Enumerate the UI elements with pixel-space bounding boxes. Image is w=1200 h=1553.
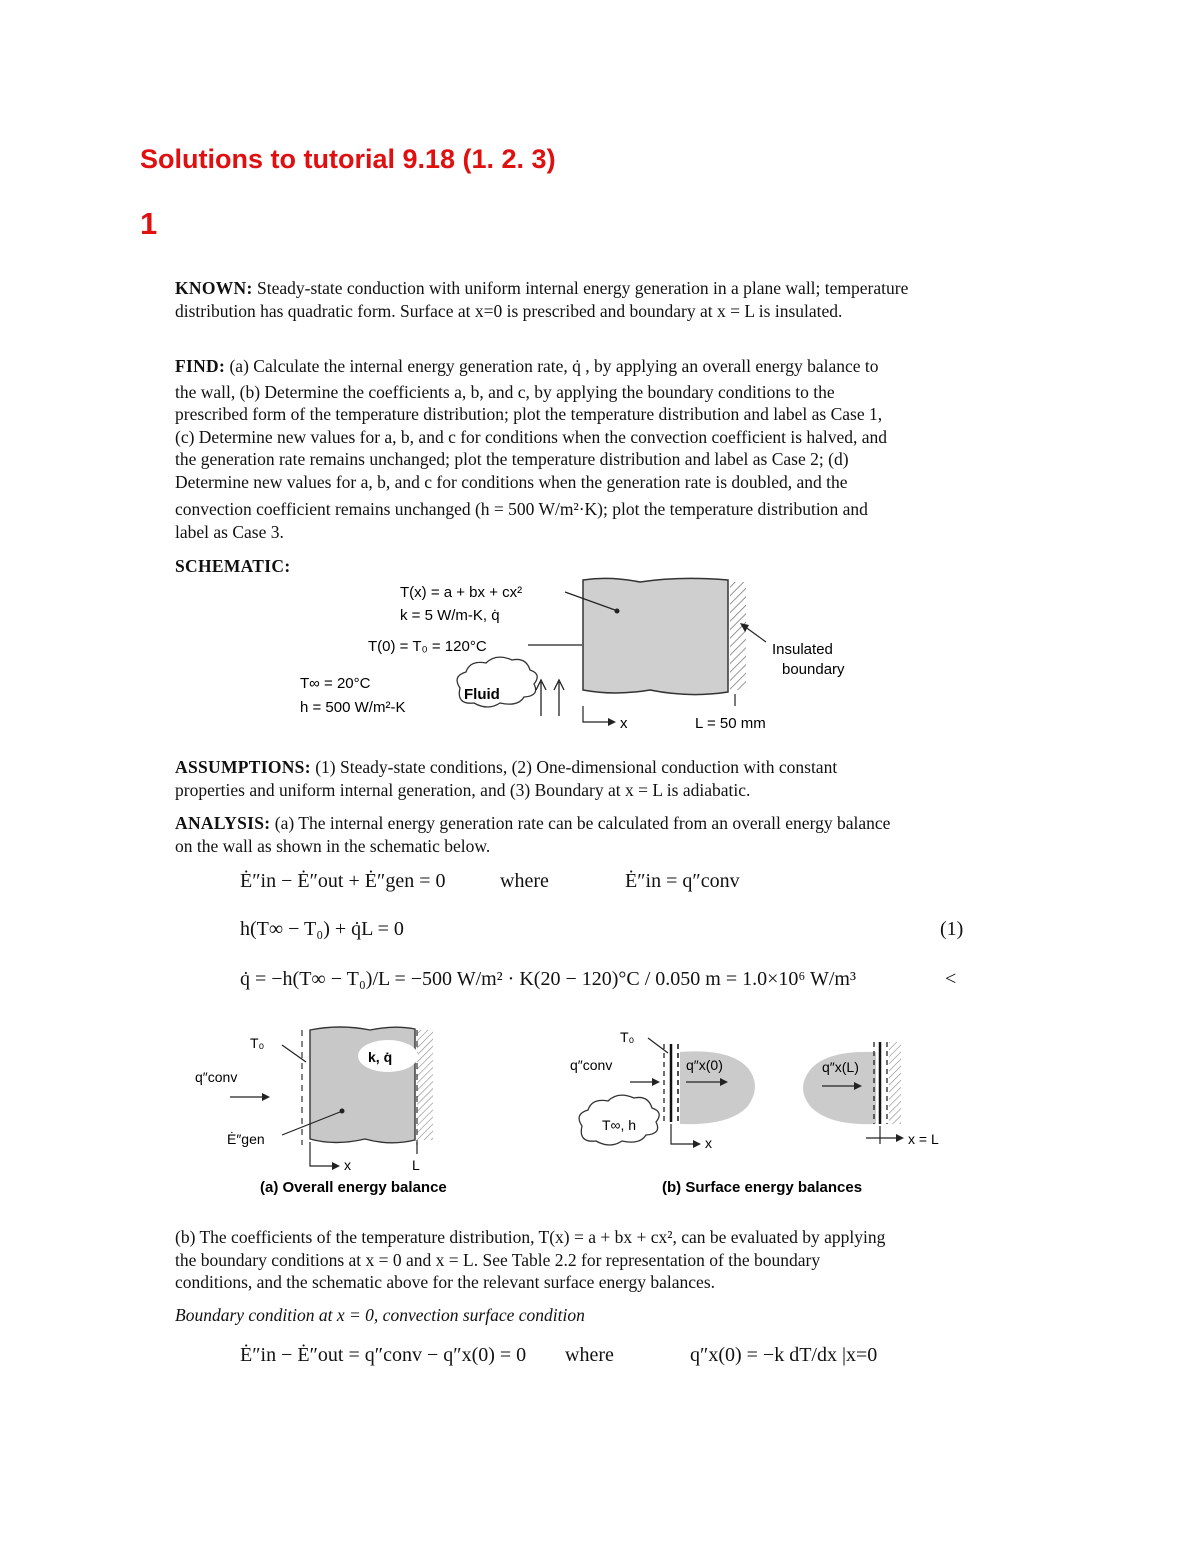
b-t0-label: T₀ bbox=[620, 1029, 635, 1045]
find-line-2: the wall, (b) Determine the coefficients a, b, and c, by applying the boundary conditions to the bbox=[175, 381, 835, 402]
h-label: h = 500 W/m²-K bbox=[300, 699, 406, 716]
bc-heading: Boundary condition at x = 0, convection surface condition bbox=[175, 1305, 585, 1325]
find-line-5: the generation rate remains unchanged; plot the temperature distribution and label as Case 2; (d) bbox=[175, 449, 849, 469]
b-tinf-h-label: T∞, h bbox=[602, 1117, 637, 1133]
b-qxL-label: q″x(L) bbox=[822, 1059, 859, 1075]
find-line-1: (a) Calculate the internal energy generation rate, q̇ , by applying an overall energy balance to bbox=[229, 356, 879, 376]
conductivity-label: k = 5 W/m-K, q̇ bbox=[400, 607, 500, 624]
page-title: Solutions to tutorial 9.18 (1. 2. 3) bbox=[140, 144, 556, 174]
analysis-label: ANALYSIS: bbox=[175, 813, 271, 833]
equation-bc0-where: where bbox=[565, 1344, 614, 1366]
assumptions-line-1: (1) Steady-state conditions, (2) One-dimensional conduction with constant bbox=[315, 757, 838, 777]
insulated-label-2: boundary bbox=[782, 661, 845, 678]
find-section bbox=[175, 355, 990, 543]
equation-where: where bbox=[500, 870, 549, 892]
caption-a: (a) Overall energy balance bbox=[260, 1179, 447, 1196]
a-qconv-label: q″conv bbox=[195, 1069, 238, 1085]
find-line-6: Determine new values for a, b, and c for conditions when the generation rate is doubled, and the bbox=[175, 471, 848, 492]
assumptions-label: ASSUMPTIONS: bbox=[175, 757, 311, 777]
analysis-section bbox=[175, 812, 990, 857]
equation-1: h(T∞ − T₀) + q̇L = 0 bbox=[240, 918, 404, 940]
insulation-hatch-a bbox=[417, 1030, 433, 1140]
insulation-hatch bbox=[730, 582, 746, 690]
equation-bc0: Ė″in − Ė″out = q″conv − q″x(0) = 0 bbox=[240, 1344, 527, 1366]
part-b-section bbox=[175, 1226, 990, 1294]
insulation-hatch-b bbox=[889, 1042, 901, 1124]
known-section bbox=[175, 277, 985, 322]
equation-1-number: (1) bbox=[940, 918, 964, 940]
find-line-3: prescribed form of the temperature distribution; plot the temperature distribution and label as Case 1, bbox=[175, 404, 883, 424]
analysis-line-1: (a) The internal energy generation rate can be calculated from an overall energy balance bbox=[274, 813, 891, 833]
x-axis-label: x bbox=[620, 715, 628, 732]
find-line-7: convection coefficient remains unchanged (h = 500 W/m²·K); plot the temperature distribution and bbox=[175, 499, 868, 519]
insulated-label-1: Insulated bbox=[772, 641, 833, 658]
assumptions-line-2: properties and uniform internal generation, and (3) Boundary at x = L is adiabatic. bbox=[175, 779, 751, 800]
b-qconv-label: q″conv bbox=[570, 1057, 613, 1073]
kq-label: k, q̇ bbox=[368, 1049, 393, 1065]
known-label: KNOWN: bbox=[175, 278, 253, 298]
energy-balance-figure bbox=[190, 1020, 980, 1205]
t0-label: T(0) = T₀ = 120°C bbox=[368, 638, 487, 655]
caption-b: (b) Surface energy balances bbox=[662, 1179, 863, 1196]
a-x-label: x bbox=[344, 1157, 351, 1173]
problem-number: 1 bbox=[140, 206, 158, 241]
temp-distribution-label: T(x) = a + bx + cx² bbox=[400, 584, 523, 601]
a-t0-label: T₀ bbox=[250, 1035, 265, 1051]
wall-shape bbox=[583, 578, 728, 694]
schematic-label: SCHEMATIC: bbox=[175, 556, 291, 576]
find-line-8: label as Case 3. bbox=[175, 521, 284, 542]
equation-fourier: q″x(0) = −k dT/dx |x=0 bbox=[690, 1344, 878, 1366]
known-text: Steady-state conduction with uniform internal energy generation in a plane wall; temperature distribution has quadratic form. Surface at x=0 is prescribed and boundary at x = L is insulated. bbox=[175, 278, 909, 321]
equation-energy-balance: Ė″in − Ė″out + Ė″gen = 0 bbox=[240, 870, 446, 892]
length-label: L = 50 mm bbox=[695, 715, 766, 732]
a-egen-label: Ė″gen bbox=[227, 1131, 265, 1147]
fluid-label: Fluid bbox=[464, 686, 500, 703]
t-inf-label: T∞ = 20°C bbox=[300, 675, 371, 692]
a-L-label: L bbox=[412, 1157, 420, 1173]
b-qx0-label: q″x(0) bbox=[686, 1057, 723, 1073]
part-b-line-3: conditions, and the schematic above for the relevant surface energy balances. bbox=[175, 1272, 716, 1292]
equation-ein: Ė″in = q″conv bbox=[625, 870, 740, 892]
b-xL-label: x = L bbox=[908, 1131, 939, 1147]
analysis-line-2: on the wall as shown in the schematic below. bbox=[175, 835, 491, 856]
part-b-line-1: (b) The coefficients of the temperature distribution, T(x) = a + bx + cx², can be evaluated by applying bbox=[175, 1227, 886, 1247]
result-marker: < bbox=[945, 968, 957, 990]
find-line-4: (c) Determine new values for a, b, and c for conditions when the convection coefficient is halved, and bbox=[175, 426, 888, 447]
equation-qdot-result: q̇ = −h(T∞ − T₀)/L = −500 W/m² · K(20 − 120)°C / 0.050 m = 1.0×10⁶ W/m³ bbox=[240, 968, 856, 990]
assumptions-section bbox=[175, 756, 990, 801]
schematic-figure bbox=[280, 570, 900, 740]
find-label: FIND: bbox=[175, 356, 226, 376]
part-b-line-2: the boundary conditions at x = 0 and x = L. See Table 2.2 for representation of the boundary bbox=[175, 1249, 821, 1270]
b-x-label: x bbox=[705, 1135, 712, 1151]
